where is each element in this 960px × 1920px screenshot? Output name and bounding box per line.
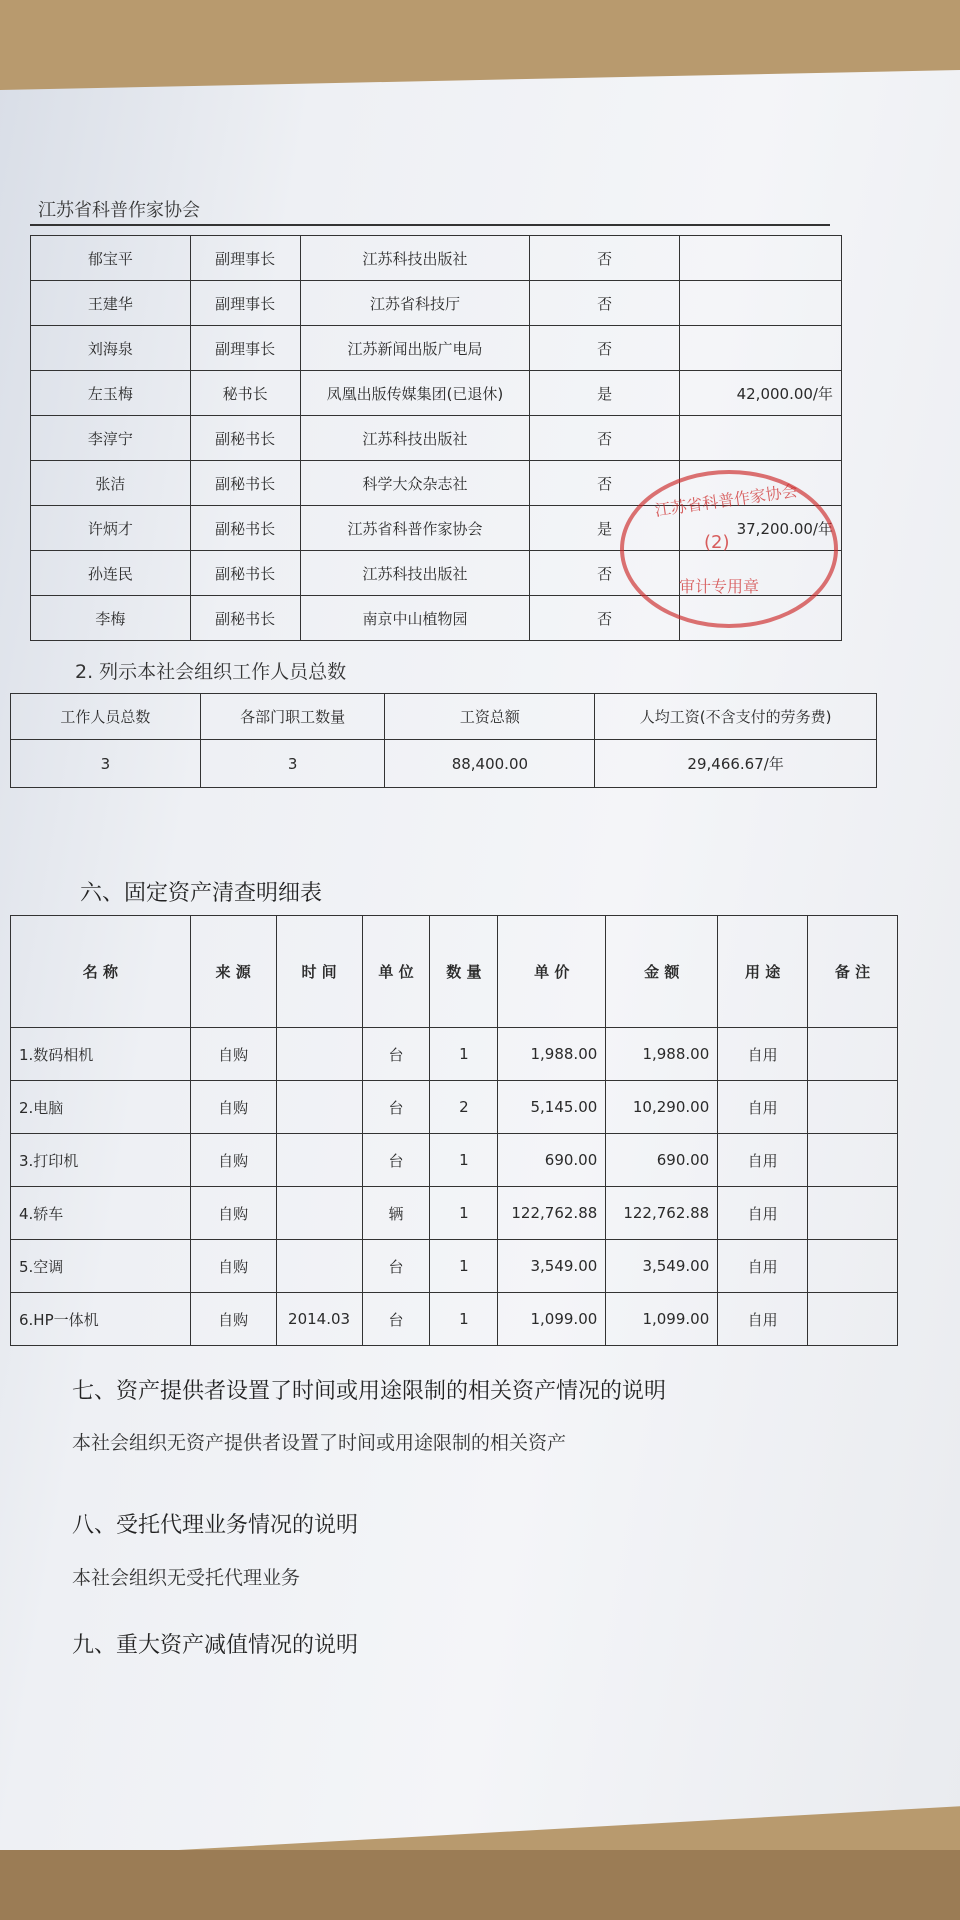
officer-retired-flag: 否	[530, 236, 680, 281]
asset-source: 自购	[190, 1293, 276, 1346]
officer-retired-flag: 否	[530, 416, 680, 461]
asset-note	[808, 1293, 898, 1346]
asset-price: 5,145.00	[498, 1081, 606, 1134]
asset-qty: 1	[430, 1293, 498, 1346]
assets-header-8: 备 注	[808, 916, 898, 1028]
asset-amount: 1,988.00	[606, 1028, 718, 1081]
asset-source: 自购	[190, 1028, 276, 1081]
asset-amount: 690.00	[606, 1134, 718, 1187]
officer-unit: 南京中山植物园	[300, 596, 530, 641]
officer-row	[31, 416, 842, 461]
asset-row	[11, 1240, 898, 1293]
asset-source: 自购	[190, 1134, 276, 1187]
asset-price: 3,549.00	[498, 1240, 606, 1293]
assets-header-2: 时 间	[276, 916, 362, 1028]
section7-body: 本社会组织无资产提供者设置了时间或用途限制的相关资产	[72, 1432, 567, 1454]
staff-section-title: 2. 列示本社会组织工作人员总数	[75, 661, 347, 683]
officer-unit: 江苏省科技厅	[300, 281, 530, 326]
assets-header-0: 名 称	[11, 916, 191, 1028]
assets-section-title: 六、固定资产清查明细表	[80, 881, 323, 906]
officer-position: 副理事长	[190, 236, 300, 281]
asset-note	[808, 1081, 898, 1134]
asset-note	[808, 1187, 898, 1240]
staff-table	[10, 693, 877, 788]
asset-note	[808, 1028, 898, 1081]
asset-time	[276, 1240, 362, 1293]
officer-retired-flag: 否	[530, 461, 680, 506]
asset-amount: 10,290.00	[606, 1081, 718, 1134]
officer-unit: 科学大众杂志社	[300, 461, 530, 506]
officer-position: 副秘书长	[190, 506, 300, 551]
asset-row	[11, 1081, 898, 1134]
asset-row	[11, 1187, 898, 1240]
staff-value-avg-salary: 29,466.67/年	[595, 740, 877, 788]
asset-row	[11, 1028, 898, 1081]
seal-text-bottom: 审计专用章	[679, 577, 760, 596]
assets-header-3: 单 位	[362, 916, 430, 1028]
officer-position: 副秘书长	[190, 596, 300, 641]
officer-unit: 江苏新闻出版广电局	[300, 326, 530, 371]
officer-position: 副理事长	[190, 326, 300, 371]
asset-unit: 辆	[362, 1187, 430, 1240]
officer-row	[31, 371, 842, 416]
asset-qty: 1	[430, 1240, 498, 1293]
asset-note	[808, 1240, 898, 1293]
officer-salary	[680, 326, 842, 371]
asset-row	[11, 1293, 898, 1346]
officer-name: 孙连民	[31, 551, 191, 596]
asset-time	[276, 1028, 362, 1081]
officer-retired-flag: 否	[530, 551, 680, 596]
assets-header-6: 金 额	[606, 916, 718, 1028]
asset-time	[276, 1187, 362, 1240]
asset-unit: 台	[362, 1028, 430, 1081]
assets-header-7: 用 途	[718, 916, 808, 1028]
asset-name: 1.数码相机	[11, 1028, 191, 1081]
asset-amount: 1,099.00	[606, 1293, 718, 1346]
staff-header-total: 工作人员总数	[11, 694, 201, 740]
officer-retired-flag: 是	[530, 371, 680, 416]
asset-qty: 1	[430, 1028, 498, 1081]
officer-salary	[680, 416, 842, 461]
officer-position: 副秘书长	[190, 416, 300, 461]
asset-price: 1,988.00	[498, 1028, 606, 1081]
officer-unit: 江苏科技出版社	[300, 416, 530, 461]
officer-name: 王建华	[31, 281, 191, 326]
seal-text-mid: (2)	[704, 532, 730, 553]
officer-salary: 42,000.00/年	[680, 371, 842, 416]
officer-salary	[680, 281, 842, 326]
asset-source: 自购	[190, 1081, 276, 1134]
officer-retired-flag: 否	[530, 596, 680, 641]
seal-text-top: 江苏省科普作家协会	[653, 481, 799, 520]
assets-header-4: 数 量	[430, 916, 498, 1028]
asset-amount: 122,762.88	[606, 1187, 718, 1240]
officer-unit: 江苏科技出版社	[300, 551, 530, 596]
officer-row	[31, 236, 842, 281]
asset-name: 3.打印机	[11, 1134, 191, 1187]
asset-use: 自用	[718, 1134, 808, 1187]
officer-position: 副理事长	[190, 281, 300, 326]
section9-title: 九、重大资产减值情况的说明	[72, 1633, 359, 1658]
asset-use: 自用	[718, 1081, 808, 1134]
officer-name: 李梅	[31, 596, 191, 641]
staff-value-total: 3	[11, 740, 201, 788]
header-divider	[30, 224, 830, 226]
officer-row	[31, 281, 842, 326]
asset-amount: 3,549.00	[606, 1240, 718, 1293]
staff-header-dept: 各部门职工数量	[200, 694, 385, 740]
assets-table	[10, 915, 898, 1346]
officer-salary	[680, 236, 842, 281]
section8-title: 八、受托代理业务情况的说明	[72, 1513, 359, 1538]
officer-name: 张洁	[31, 461, 191, 506]
officer-unit: 江苏科技出版社	[300, 236, 530, 281]
asset-unit: 台	[362, 1081, 430, 1134]
officer-name: 李淳宁	[31, 416, 191, 461]
staff-value-salary-total: 88,400.00	[385, 740, 595, 788]
asset-name: 6.HP一体机	[11, 1293, 191, 1346]
asset-note	[808, 1134, 898, 1187]
asset-row	[11, 1134, 898, 1187]
asset-price: 1,099.00	[498, 1293, 606, 1346]
asset-source: 自购	[190, 1240, 276, 1293]
asset-use: 自用	[718, 1293, 808, 1346]
officer-name: 郁宝平	[31, 236, 191, 281]
officer-unit: 凤凰出版传媒集团(已退休)	[300, 371, 530, 416]
asset-name: 2.电脑	[11, 1081, 191, 1134]
asset-time	[276, 1134, 362, 1187]
org-header: 江苏省科普作家协会	[38, 200, 200, 221]
officer-name: 左玉梅	[31, 371, 191, 416]
asset-time	[276, 1081, 362, 1134]
asset-price: 122,762.88	[498, 1187, 606, 1240]
asset-name: 5.空调	[11, 1240, 191, 1293]
officer-unit: 江苏省科普作家协会	[300, 506, 530, 551]
asset-qty: 2	[430, 1081, 498, 1134]
asset-source: 自购	[190, 1187, 276, 1240]
audit-seal	[620, 470, 838, 628]
officer-position: 副秘书长	[190, 461, 300, 506]
asset-unit: 台	[362, 1293, 430, 1346]
asset-use: 自用	[718, 1028, 808, 1081]
asset-price: 690.00	[498, 1134, 606, 1187]
officer-name: 许炳才	[31, 506, 191, 551]
assets-header-1: 来 源	[190, 916, 276, 1028]
officer-retired-flag: 否	[530, 326, 680, 371]
asset-use: 自用	[718, 1187, 808, 1240]
section8-body: 本社会组织无受托代理业务	[72, 1567, 301, 1589]
officer-position: 秘书长	[190, 371, 300, 416]
asset-use: 自用	[718, 1240, 808, 1293]
desk-surface	[0, 1850, 960, 1920]
asset-unit: 台	[362, 1240, 430, 1293]
asset-qty: 1	[430, 1187, 498, 1240]
asset-name: 4.轿车	[11, 1187, 191, 1240]
officer-position: 副秘书长	[190, 551, 300, 596]
asset-qty: 1	[430, 1134, 498, 1187]
officer-name: 刘海泉	[31, 326, 191, 371]
section7-title: 七、资产提供者设置了时间或用途限制的相关资产情况的说明	[72, 1379, 667, 1404]
assets-header-5: 单 价	[498, 916, 606, 1028]
officer-salary: 37,200.00/年	[680, 506, 842, 551]
staff-header-salary-total: 工资总额	[385, 694, 595, 740]
officer-retired-flag: 否	[530, 281, 680, 326]
asset-time: 2014.03	[276, 1293, 362, 1346]
officer-row	[31, 326, 842, 371]
staff-value-dept: 3	[200, 740, 385, 788]
staff-header-avg-salary: 人均工资(不含支付的劳务费)	[595, 694, 877, 740]
asset-unit: 台	[362, 1134, 430, 1187]
officer-retired-flag: 是	[530, 506, 680, 551]
